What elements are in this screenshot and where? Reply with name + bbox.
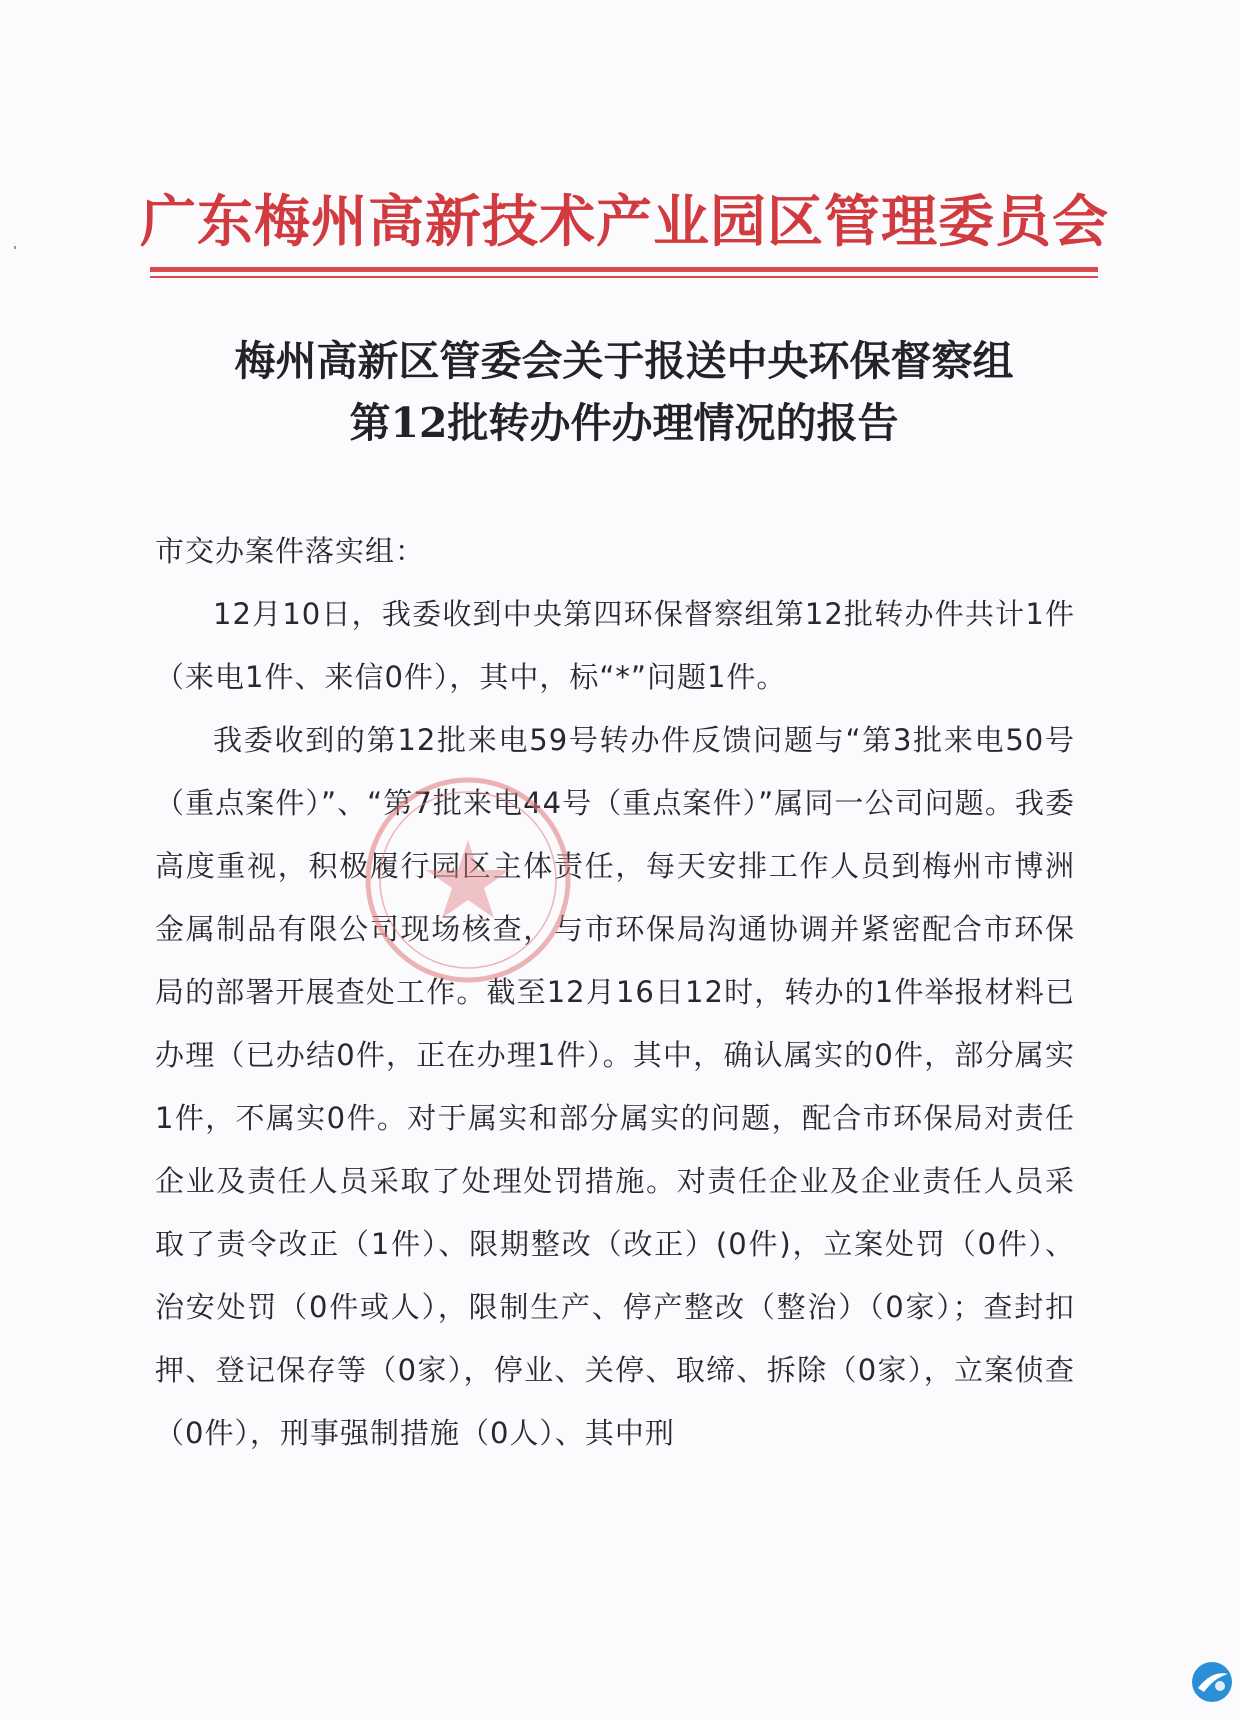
- document-title-line-2: 第12批转办件办理情况的报告: [349, 399, 899, 447]
- document-body: [155, 520, 1075, 1465]
- document-title: [150, 330, 1098, 454]
- corner-logo-icon: [1190, 1660, 1234, 1704]
- letterhead-rule-thin: [150, 276, 1098, 278]
- scan-mark: [14, 246, 16, 249]
- letterhead-rule-thick: [150, 267, 1098, 272]
- addressee: 市交办案件落实组：: [155, 534, 426, 568]
- paragraph-2: 我委收到的第12批来电59号转办件反馈问题与“第3批来电50号（重点案件）”、“第7批来电44号（重点案件）”属同一公司问题。我委高度重视，积极履行园区主体责任，每天安排工作人员到梅州市博洲金属制品有限公司现场核查，与市环保局沟通协调并紧密配合市环保局的部署开展查处工作。截至12月16日12时，转办的1件举报材料已办理（已办结0件，正在办理1件）。其中，确认属实的0件，部分属实1件，不属实0件。对于属实和部分属实的问题，配合市环保局对责任企业及责任人员采取了处理处罚措施。对责任企业及企业责任人员采取了责令改正（1件）、限期整改（改正）(0件)，立案处罚（0件）、治安处罚（0件或人），限制生产、停产整改（整治）（0家）；查封扣押、登记保存等（0家），停业、关停、取缔、拆除（0家），立案侦查（0件），刑事强制措施（0人）、其中刑: [155, 723, 1075, 1450]
- letterhead-org-name: 广东梅州高新技术产业园区管理委员会: [140, 189, 1109, 255]
- paragraph-1: 12月10日，我委收到中央第四环保督察组第12批转办件共计1件（来电1件、来信0件），其中，标“*”问题1件。: [155, 597, 1075, 694]
- document-title-line-1: 梅州高新区管委会关于报送中央环保督察组: [234, 337, 1014, 385]
